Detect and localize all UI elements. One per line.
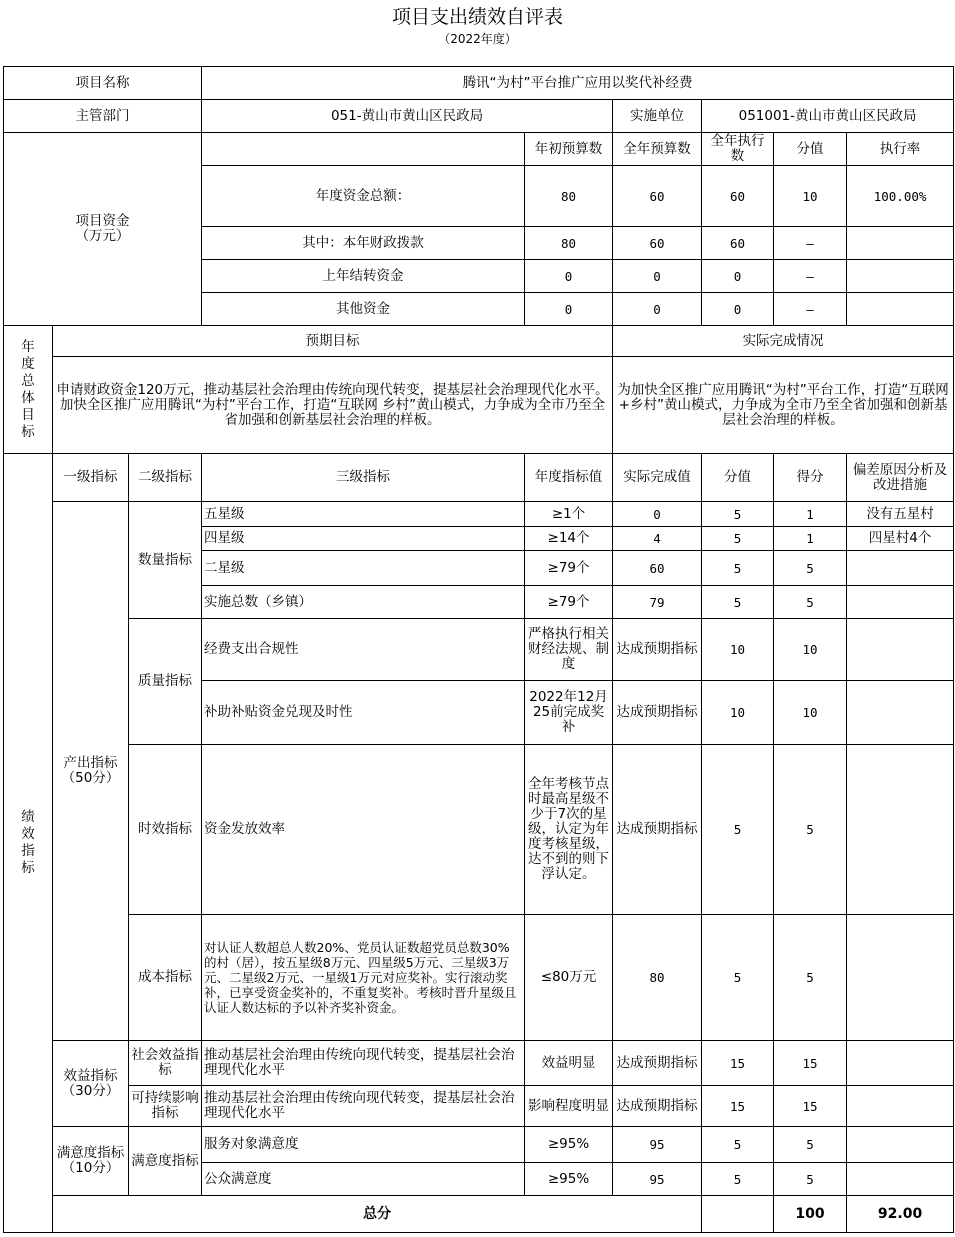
- funds-cell: 100.00%: [847, 166, 954, 227]
- funds-cell: —: [774, 260, 847, 293]
- project-name-label: 项目名称: [4, 67, 202, 100]
- indicator-score: 10: [774, 681, 847, 745]
- funds-row-label: 其他资金: [202, 293, 525, 326]
- funds-cell: 60: [613, 166, 702, 227]
- indicator-actual: 95: [613, 1127, 702, 1163]
- indicator-header: 三级指标: [202, 454, 525, 502]
- project-name-value: 腾讯“为村”平台推广应用以奖代补经费: [202, 67, 954, 100]
- indicator-target: ≥95%: [525, 1127, 613, 1163]
- indicator-note: [847, 619, 954, 681]
- indicator-note: [847, 1163, 954, 1196]
- indicator-header: 一级指标: [53, 454, 129, 502]
- indicator-weight: 5: [702, 502, 774, 527]
- indicator-score: 1: [774, 502, 847, 527]
- indicator-name: 对认证人数超总人数20%、党员认证数超党员总数30%的村（居），按五星级8万元、四星级5万元、三星级3万元、二星级2万元、一星级1万元对应奖补。实行滚动奖补，已享受资金奖补的，不重复奖补。考核时晋升星级且认证人数达标的予以补齐奖补资金。: [202, 915, 525, 1041]
- indicator-note: [847, 1041, 954, 1086]
- indicator-name: 资金发放效率: [202, 745, 525, 915]
- level2-quality: 质量指标: [129, 619, 202, 745]
- indicator-note: [847, 551, 954, 586]
- page-title: 项目支出绩效自评表: [391, 6, 563, 28]
- indicator-weight: 5: [702, 551, 774, 586]
- indicator-note: 没有五星村: [847, 502, 954, 527]
- funds-cell: 0: [702, 260, 774, 293]
- indicator-actual: 达成预期指标: [613, 1041, 702, 1086]
- funds-cell: 60: [613, 227, 702, 260]
- indicator-header: 得分: [774, 454, 847, 502]
- evaluation-table: [3, 66, 954, 1233]
- indicator-actual: 60: [613, 551, 702, 586]
- level2-sustain: 可持续影响指标: [129, 1086, 202, 1127]
- indicator-score: 5: [774, 1127, 847, 1163]
- indicator-weight: 5: [702, 527, 774, 551]
- indicator-weight: 15: [702, 1086, 774, 1127]
- indicator-weight: 5: [702, 1127, 774, 1163]
- indicator-score: 15: [774, 1041, 847, 1086]
- funds-header: 全年预算数: [613, 133, 702, 166]
- level2-cost: 成本指标: [129, 915, 202, 1041]
- actual-goal-header: 实际完成情况: [613, 326, 954, 357]
- indicator-note: [847, 1086, 954, 1127]
- funds-header: 执行率: [847, 133, 954, 166]
- indicator-name: 公众满意度: [202, 1163, 525, 1196]
- year-subtitle: （2022年度）: [438, 32, 517, 46]
- indicator-header: 年度指标值: [525, 454, 613, 502]
- total-score: 92.00: [847, 1196, 954, 1233]
- indicator-weight: 10: [702, 681, 774, 745]
- actual-goal-text: 为加快全区推广应用腾讯“为村”平台工作，打造“互联网+乡村”黄山模式，力争成为全市乃至全省加强和创新基层社会治理的样板。: [613, 357, 954, 454]
- unit-value: 051001-黄山市黄山区民政局: [702, 100, 954, 133]
- indicator-target: ≤80万元: [525, 915, 613, 1041]
- level1-output: 产出指标 （50分）: [53, 502, 129, 1041]
- indicator-weight: 5: [702, 1163, 774, 1196]
- indicator-weight: 5: [702, 915, 774, 1041]
- funds-header: 全年执行数: [702, 133, 774, 166]
- indicator-score: 1: [774, 527, 847, 551]
- funds-cell: 80: [525, 227, 613, 260]
- indicator-actual: 95: [613, 1163, 702, 1196]
- indicator-name: 二星级: [202, 551, 525, 586]
- indicator-score: 5: [774, 1163, 847, 1196]
- indicator-actual: 79: [613, 586, 702, 619]
- indicator-name: 推动基层社会治理由传统向现代转变，提基层社会治理现代化水平: [202, 1086, 525, 1127]
- level1-benefit: 效益指标 （30分）: [53, 1041, 129, 1127]
- indicator-note: [847, 745, 954, 915]
- indicator-note: 四星村4个: [847, 527, 954, 551]
- level2-timeliness: 时效指标: [129, 745, 202, 915]
- level2-satis: 满意度指标: [129, 1127, 202, 1196]
- funds-cell: 80: [525, 166, 613, 227]
- indicator-note: [847, 681, 954, 745]
- indicator-target: 效益明显: [525, 1041, 613, 1086]
- dept-value: 051-黄山市黄山区民政局: [202, 100, 613, 133]
- expected-goal-header: 预期目标: [53, 326, 613, 357]
- indicator-target: ≥1个: [525, 502, 613, 527]
- indicator-target: ≥14个: [525, 527, 613, 551]
- indicator-target: ≥79个: [525, 551, 613, 586]
- funds-cell: 60: [702, 227, 774, 260]
- indicator-actual: 4: [613, 527, 702, 551]
- indicator-target: 严格执行相关财经法规、制度: [525, 619, 613, 681]
- indicator-weight: 15: [702, 1041, 774, 1086]
- funds-header-blank: [202, 133, 525, 166]
- indicator-name: 四星级: [202, 527, 525, 551]
- indicator-header: 分值: [702, 454, 774, 502]
- indicator-score: 5: [774, 745, 847, 915]
- indicator-target: 全年考核节点时最高星级不少于7次的星级，认定为年度考核星级，达不到的则下浮认定。: [525, 745, 613, 915]
- total-blank: [702, 1196, 774, 1233]
- indicator-weight: 5: [702, 586, 774, 619]
- indicator-header: 偏差原因分析及改进措施: [847, 454, 954, 502]
- funds-cell: 0: [613, 260, 702, 293]
- funds-cell: [847, 227, 954, 260]
- funds-cell: 0: [525, 293, 613, 326]
- indicator-score: 5: [774, 551, 847, 586]
- funds-row-label: 年度资金总额：: [202, 166, 525, 227]
- funds-label: 项目资金 （万元）: [4, 133, 202, 326]
- indicator-actual: 达成预期指标: [613, 681, 702, 745]
- indicator-header: 二级指标: [129, 454, 202, 502]
- indicator-note: [847, 1127, 954, 1163]
- indicator-actual: 达成预期指标: [613, 1086, 702, 1127]
- level1-satisfaction: 满意度指标（10分）: [53, 1127, 129, 1196]
- indicator-actual: 0: [613, 502, 702, 527]
- indicator-score: 5: [774, 586, 847, 619]
- funds-header: 分值: [774, 133, 847, 166]
- indicator-name: 经费支出合规性: [202, 619, 525, 681]
- funds-cell: —: [774, 293, 847, 326]
- level2-social: 社会效益指标: [129, 1041, 202, 1086]
- indicator-header: 实际完成值: [613, 454, 702, 502]
- indicator-target: 2022年12月25前完成奖补: [525, 681, 613, 745]
- funds-cell: 0: [525, 260, 613, 293]
- indicator-target: ≥95%: [525, 1163, 613, 1196]
- indicator-target: ≥79个: [525, 586, 613, 619]
- unit-label: 实施单位: [613, 100, 702, 133]
- indicator-note: [847, 586, 954, 619]
- funds-cell: [847, 260, 954, 293]
- total-label: 总分: [53, 1196, 702, 1233]
- funds-cell: 0: [613, 293, 702, 326]
- indicator-note: [847, 915, 954, 1041]
- indicator-weight: 5: [702, 745, 774, 915]
- indicator-name: 补助补贴资金兑现及时性: [202, 681, 525, 745]
- funds-header: 年初预算数: [525, 133, 613, 166]
- funds-cell: 60: [702, 166, 774, 227]
- indicator-name: 服务对象满意度: [202, 1127, 525, 1163]
- indicator-score: 15: [774, 1086, 847, 1127]
- funds-cell: 0: [702, 293, 774, 326]
- indicator-target: 影响程度明显: [525, 1086, 613, 1127]
- total-weight: 100: [774, 1196, 847, 1233]
- indicator-score: 5: [774, 915, 847, 1041]
- indicator-weight: 10: [702, 619, 774, 681]
- funds-cell: 10: [774, 166, 847, 227]
- indicator-name: 推动基层社会治理由传统向现代转变，提基层社会治理现代化水平: [202, 1041, 525, 1086]
- indicator-actual: 达成预期指标: [613, 619, 702, 681]
- indicators-label: 绩效指标: [4, 454, 53, 1233]
- funds-cell: —: [774, 227, 847, 260]
- funds-row-label: 其中：本年财政拨款: [202, 227, 525, 260]
- expected-goal-text: 申请财政资金120万元，推动基层社会治理由传统向现代转变，提基层社会治理现代化水平。加快全区推广应用腾讯“为村”平台工作，打造“互联网 乡村”黄山模式，力争成为全市乃至全省加强和创新基层社会治理的样板。: [53, 357, 613, 454]
- level2-quantity: 数量指标: [129, 502, 202, 619]
- goals-label: 年度总体目标: [4, 326, 53, 454]
- funds-row-label: 上年结转资金: [202, 260, 525, 293]
- indicator-name: 实施总数（乡镇）: [202, 586, 525, 619]
- indicator-actual: 达成预期指标: [613, 745, 702, 915]
- indicator-actual: 80: [613, 915, 702, 1041]
- dept-label: 主管部门: [4, 100, 202, 133]
- funds-cell: [847, 293, 954, 326]
- indicator-score: 10: [774, 619, 847, 681]
- indicator-name: 五星级: [202, 502, 525, 527]
